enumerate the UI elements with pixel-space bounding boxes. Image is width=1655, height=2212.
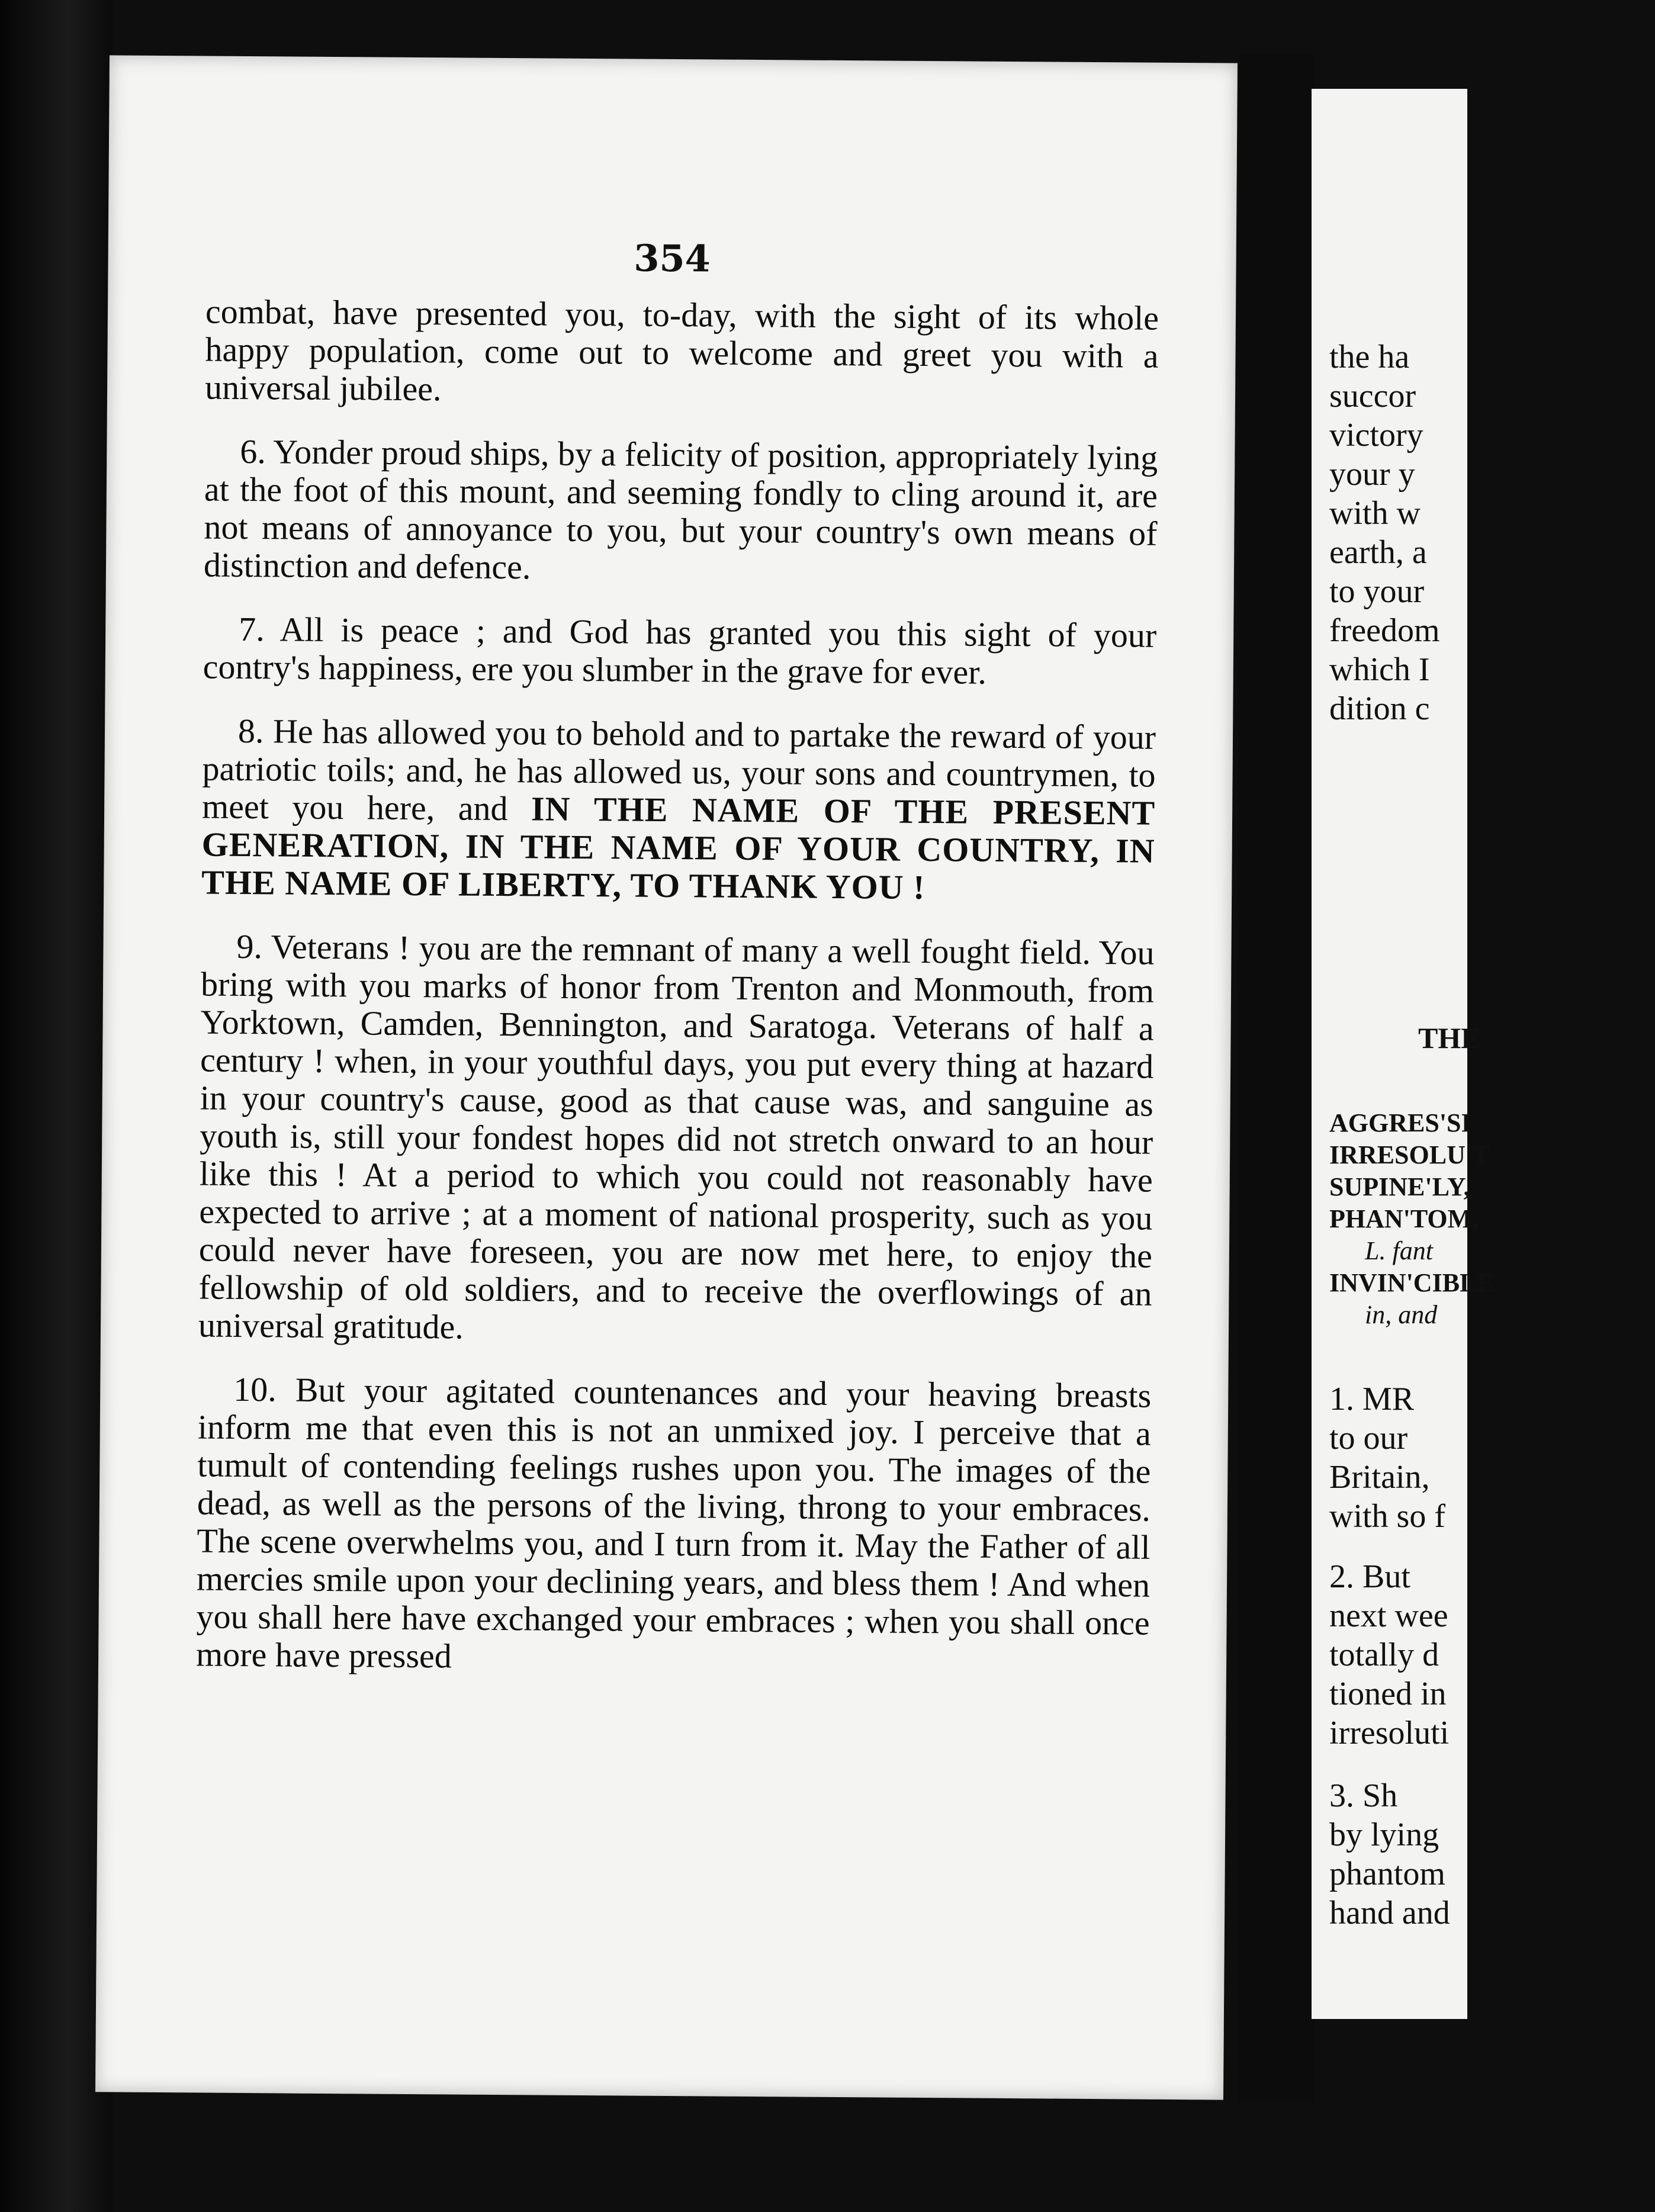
facing-line: dition c xyxy=(1329,690,1430,727)
book-gutter xyxy=(1238,53,1315,2102)
vocab-line: IRRESOLU'T xyxy=(1329,1140,1490,1169)
facing-paragraph-2 xyxy=(1329,1557,1566,1753)
facing-paragraph-1 xyxy=(1329,1380,1566,1536)
facing-line: 1. MR xyxy=(1329,1381,1415,1417)
vocab-line: L. fant xyxy=(1365,1236,1433,1265)
paragraph-continuation: combat, have presented you, to-day, with the sight of its whole happy population, come out to welcome and greet you with a universal jubilee. xyxy=(204,292,1159,409)
facing-line: freedom xyxy=(1329,612,1440,649)
paragraph-8-smallcaps: IN THE NAME OF THE PRESENT GENERATION, IN THE NAME OF YOUR COUNTRY, IN THE NAME OF LIBERTY, TO THANK YOU ! xyxy=(201,789,1156,906)
facing-line: 3. Sh xyxy=(1329,1777,1398,1814)
facing-line: hand and xyxy=(1329,1895,1450,1931)
facing-line: succor xyxy=(1329,378,1416,414)
facing-page xyxy=(1312,89,1495,2019)
vocab-line: INVIN'CIBLE xyxy=(1329,1268,1495,1297)
facing-line: by lying xyxy=(1329,1816,1439,1853)
paragraph-8-text: 8. He has allowed you to behold and to partake the reward of your patriotic toils; and, he has allowed us, your sons and countrymen, to meet you here, and xyxy=(201,711,1156,828)
paragraph-10: 10. But your agitated countenances and your heaving breasts inform me that even this is not an unmixed joy. I perceive that a tumult of contending feelings rushes upon you. The images of the dead, as well as the persons of the living, throng to your embraces. The scene overwhelms you, and I turn from it. May the Father of all mercies smile upon your declining years, and bless them ! And when you shall here have exchanged your embraces ; when you shall once more have pressed xyxy=(195,1369,1152,1676)
facing-paragraph-3 xyxy=(1329,1776,1566,1933)
facing-line: your y xyxy=(1329,456,1415,493)
page-number: 354 xyxy=(634,236,711,281)
facing-line: tioned in xyxy=(1329,1676,1447,1712)
facing-line: which I xyxy=(1329,651,1430,688)
facing-vocabulary xyxy=(1329,1107,1566,1331)
facing-line: to our xyxy=(1329,1420,1408,1457)
book-binding-edge xyxy=(0,0,113,2212)
facing-line: Britain, xyxy=(1329,1459,1430,1496)
paragraph-6: 6. Yonder proud ships, by a felicity of position, appropriately lying at the foot of this mount, and seeming fondly to cling around it, are not means of annoyance to you, but your country's own means of distinction and defence. xyxy=(203,432,1158,587)
facing-heading: THE xyxy=(1418,1021,1481,1054)
facing-line: irresoluti xyxy=(1329,1715,1450,1751)
facing-line: next wee xyxy=(1329,1597,1448,1634)
book-page xyxy=(95,55,1238,2100)
facing-line: victory xyxy=(1329,417,1423,454)
facing-line: with w xyxy=(1329,495,1421,532)
facing-text-top xyxy=(1329,337,1566,728)
facing-line: 2. But xyxy=(1329,1558,1410,1595)
facing-line: to your xyxy=(1329,573,1425,610)
paragraph-9: 9. Veterans ! you are the remnant of many a well fought field. You bring with you marks of honor from Trenton and Monmouth, from Yorktown, Camden, Bennington, and Saratoga. Veterans of half a century ! when, in your youthful days, you put every thing at hazard in your country's cause, good as that cause was, and sanguine as youth is, still your fondest hopes did not stretch onward to an hour like this ! At a period to which you could not reasonably have expected to arrive ; at a moment of national prosperity, such as you could never have foreseen, you are now met here, to enjoy the fellowship of old soldiers, and to receive the overflowings of an universal gratitude. xyxy=(198,927,1155,1346)
vocab-line: PHAN'TOM, xyxy=(1329,1204,1479,1233)
vocab-line: SUPINE'LY, xyxy=(1329,1172,1470,1201)
facing-line: with so f xyxy=(1329,1498,1445,1535)
vocab-line: AGGRES'SI xyxy=(1329,1108,1471,1137)
facing-line: the ha xyxy=(1329,339,1410,375)
vocab-line: in, and xyxy=(1365,1300,1438,1329)
page-text xyxy=(196,292,1159,1706)
facing-line: phantom xyxy=(1329,1856,1445,1892)
paragraph-8 xyxy=(201,712,1156,908)
paragraph-7: 7. All is peace ; and God has granted you this sight of your contry's happiness, ere you slumber in the grave for ever. xyxy=(203,609,1157,692)
facing-line: earth, a xyxy=(1329,534,1427,571)
facing-line: totally d xyxy=(1329,1637,1439,1673)
